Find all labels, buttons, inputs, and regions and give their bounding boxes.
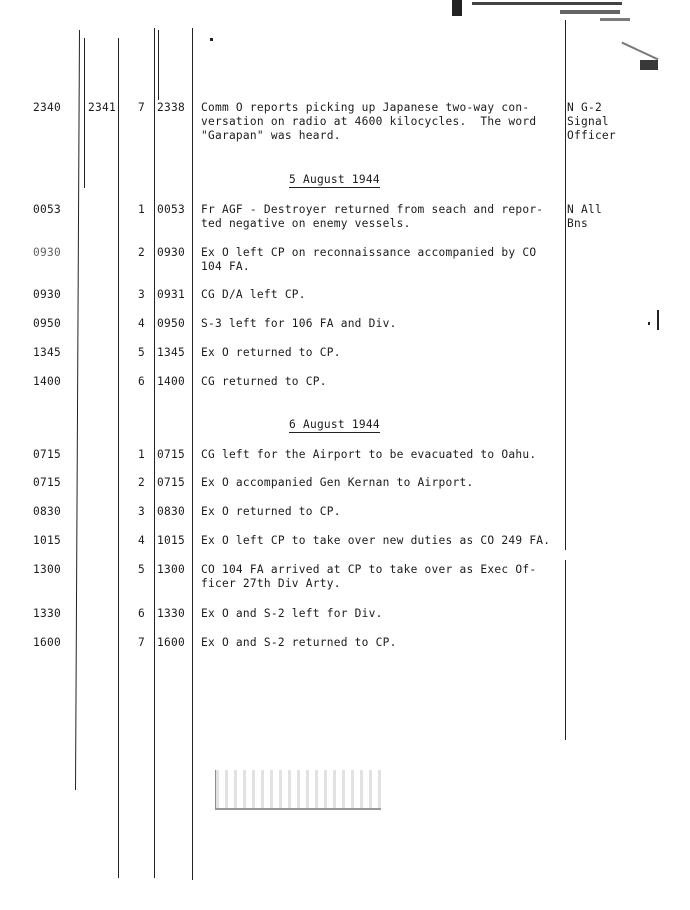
entry-desc-line: CG D/A left CP. [201,288,306,301]
entry-time-in: 0053 [33,203,61,216]
entry-desc-line: Ex O and S-2 left for Div. [201,607,383,620]
column-rule [158,30,159,100]
date-heading-text: 6 August 1944 [289,418,380,431]
column-rule [192,28,193,880]
entry-time-in: 0930 [33,288,61,301]
entry-serial: 3 [138,288,145,301]
entry-time-in: 1300 [33,563,61,576]
entry-time-in: 0830 [33,505,61,518]
entry-time: 0053 [157,203,185,216]
entry-note-line: Officer [567,129,616,142]
entry-desc-line: S-3 left for 106 FA and Div. [201,317,397,330]
column-rule [565,20,566,550]
entry-note-line: N All [567,203,602,216]
entry-serial: 3 [138,505,145,518]
entry-desc-line: ficer 27th Div Arty. [201,577,341,590]
entry-desc-line: Ex O accompanied Gen Kernan to Airport. [201,476,474,489]
entry-time-in: 0715 [33,476,61,489]
entry-time-in: 0930 [33,246,61,259]
scan-mark [640,60,658,70]
entry-time: 1400 [157,375,185,388]
entry-time-in: 0715 [33,448,61,461]
entry-time: 0830 [157,505,185,518]
entry-time-in: 1330 [33,607,61,620]
column-rule [75,30,80,790]
entry-note-line: N G-2 [567,101,602,114]
entry-desc-line: Ex O left CP on reconnaissance accompanied by CO [201,246,537,259]
entry-desc-line: Ex O returned to CP. [201,346,341,359]
entry-time: 0931 [157,288,185,301]
entry-desc-line: ted negative on enemy vessels. [201,217,411,230]
entry-desc-line: Ex O returned to CP. [201,505,341,518]
entry-time-in: 0950 [33,317,61,330]
entry-time-in: 1015 [33,534,61,547]
column-rule [118,38,119,878]
entry-time: 0715 [157,448,185,461]
entry-serial: 6 [138,607,145,620]
entry-time: 0715 [157,476,185,489]
entry-desc-line: versation on radio at 4600 kilocycles. The word [201,115,537,128]
entry-time: 1300 [157,563,185,576]
entry-desc-line: Ex O and S-2 returned to CP. [201,636,397,649]
entry-serial: 5 [138,346,145,359]
date-heading [289,173,380,186]
entry-time: 1015 [157,534,185,547]
entry-serial: 7 [138,101,145,114]
entry-desc-line: CG left for the Airport to be evacuated to Oahu. [201,448,537,461]
entry-time-in: 1600 [33,636,61,649]
entry-time-in: 1345 [33,346,61,359]
column-rule [565,560,566,740]
column-rule [154,28,155,878]
entry-desc-line: "Garapan" was heard. [201,129,341,142]
entry-serial: 2 [138,246,145,259]
scan-mark [472,2,622,5]
entry-note-line: Bns [567,217,588,230]
scan-mark [648,322,650,325]
entry-serial: 4 [138,534,145,547]
entry-desc-line: Fr AGF - Destroyer returned from seach and repor- [201,203,544,216]
ink-smudge [215,770,381,810]
entry-desc-line: CO 104 FA arrived at CP to take over as Exec Of- [201,563,537,576]
scan-mark [657,310,659,330]
date-heading-text: 5 August 1944 [289,173,380,186]
entry-serial: 1 [138,203,145,216]
date-heading [289,418,380,431]
entry-serial: 4 [138,317,145,330]
entry-desc-line: 104 FA. [201,260,250,273]
entry-time: 1330 [157,607,185,620]
entry-time: 2338 [157,101,185,114]
scan-mark [560,10,620,14]
entry-serial: 2 [138,476,145,489]
entry-note-line: Signal [567,115,609,128]
entry-desc-line: Comm O reports picking up Japanese two-way con- [201,101,530,114]
entry-serial: 6 [138,375,145,388]
scan-mark [621,42,658,61]
scan-mark [210,38,213,41]
entry-desc-line: Ex O left CP to take over new duties as CO 249 FA. [201,534,551,547]
entry-time-out: 2341 [88,101,116,114]
entry-time-in: 1400 [33,375,61,388]
entry-time: 1600 [157,636,185,649]
entry-time: 1345 [157,346,185,359]
entry-time: 0930 [157,246,185,259]
scan-mark [452,0,462,16]
entry-desc-line: CG returned to CP. [201,375,327,388]
entry-time: 0950 [157,317,185,330]
entry-time-in: 2340 [33,101,61,114]
entry-serial: 1 [138,448,145,461]
entry-serial: 5 [138,563,145,576]
entry-serial: 7 [138,636,145,649]
scan-mark [600,18,630,21]
